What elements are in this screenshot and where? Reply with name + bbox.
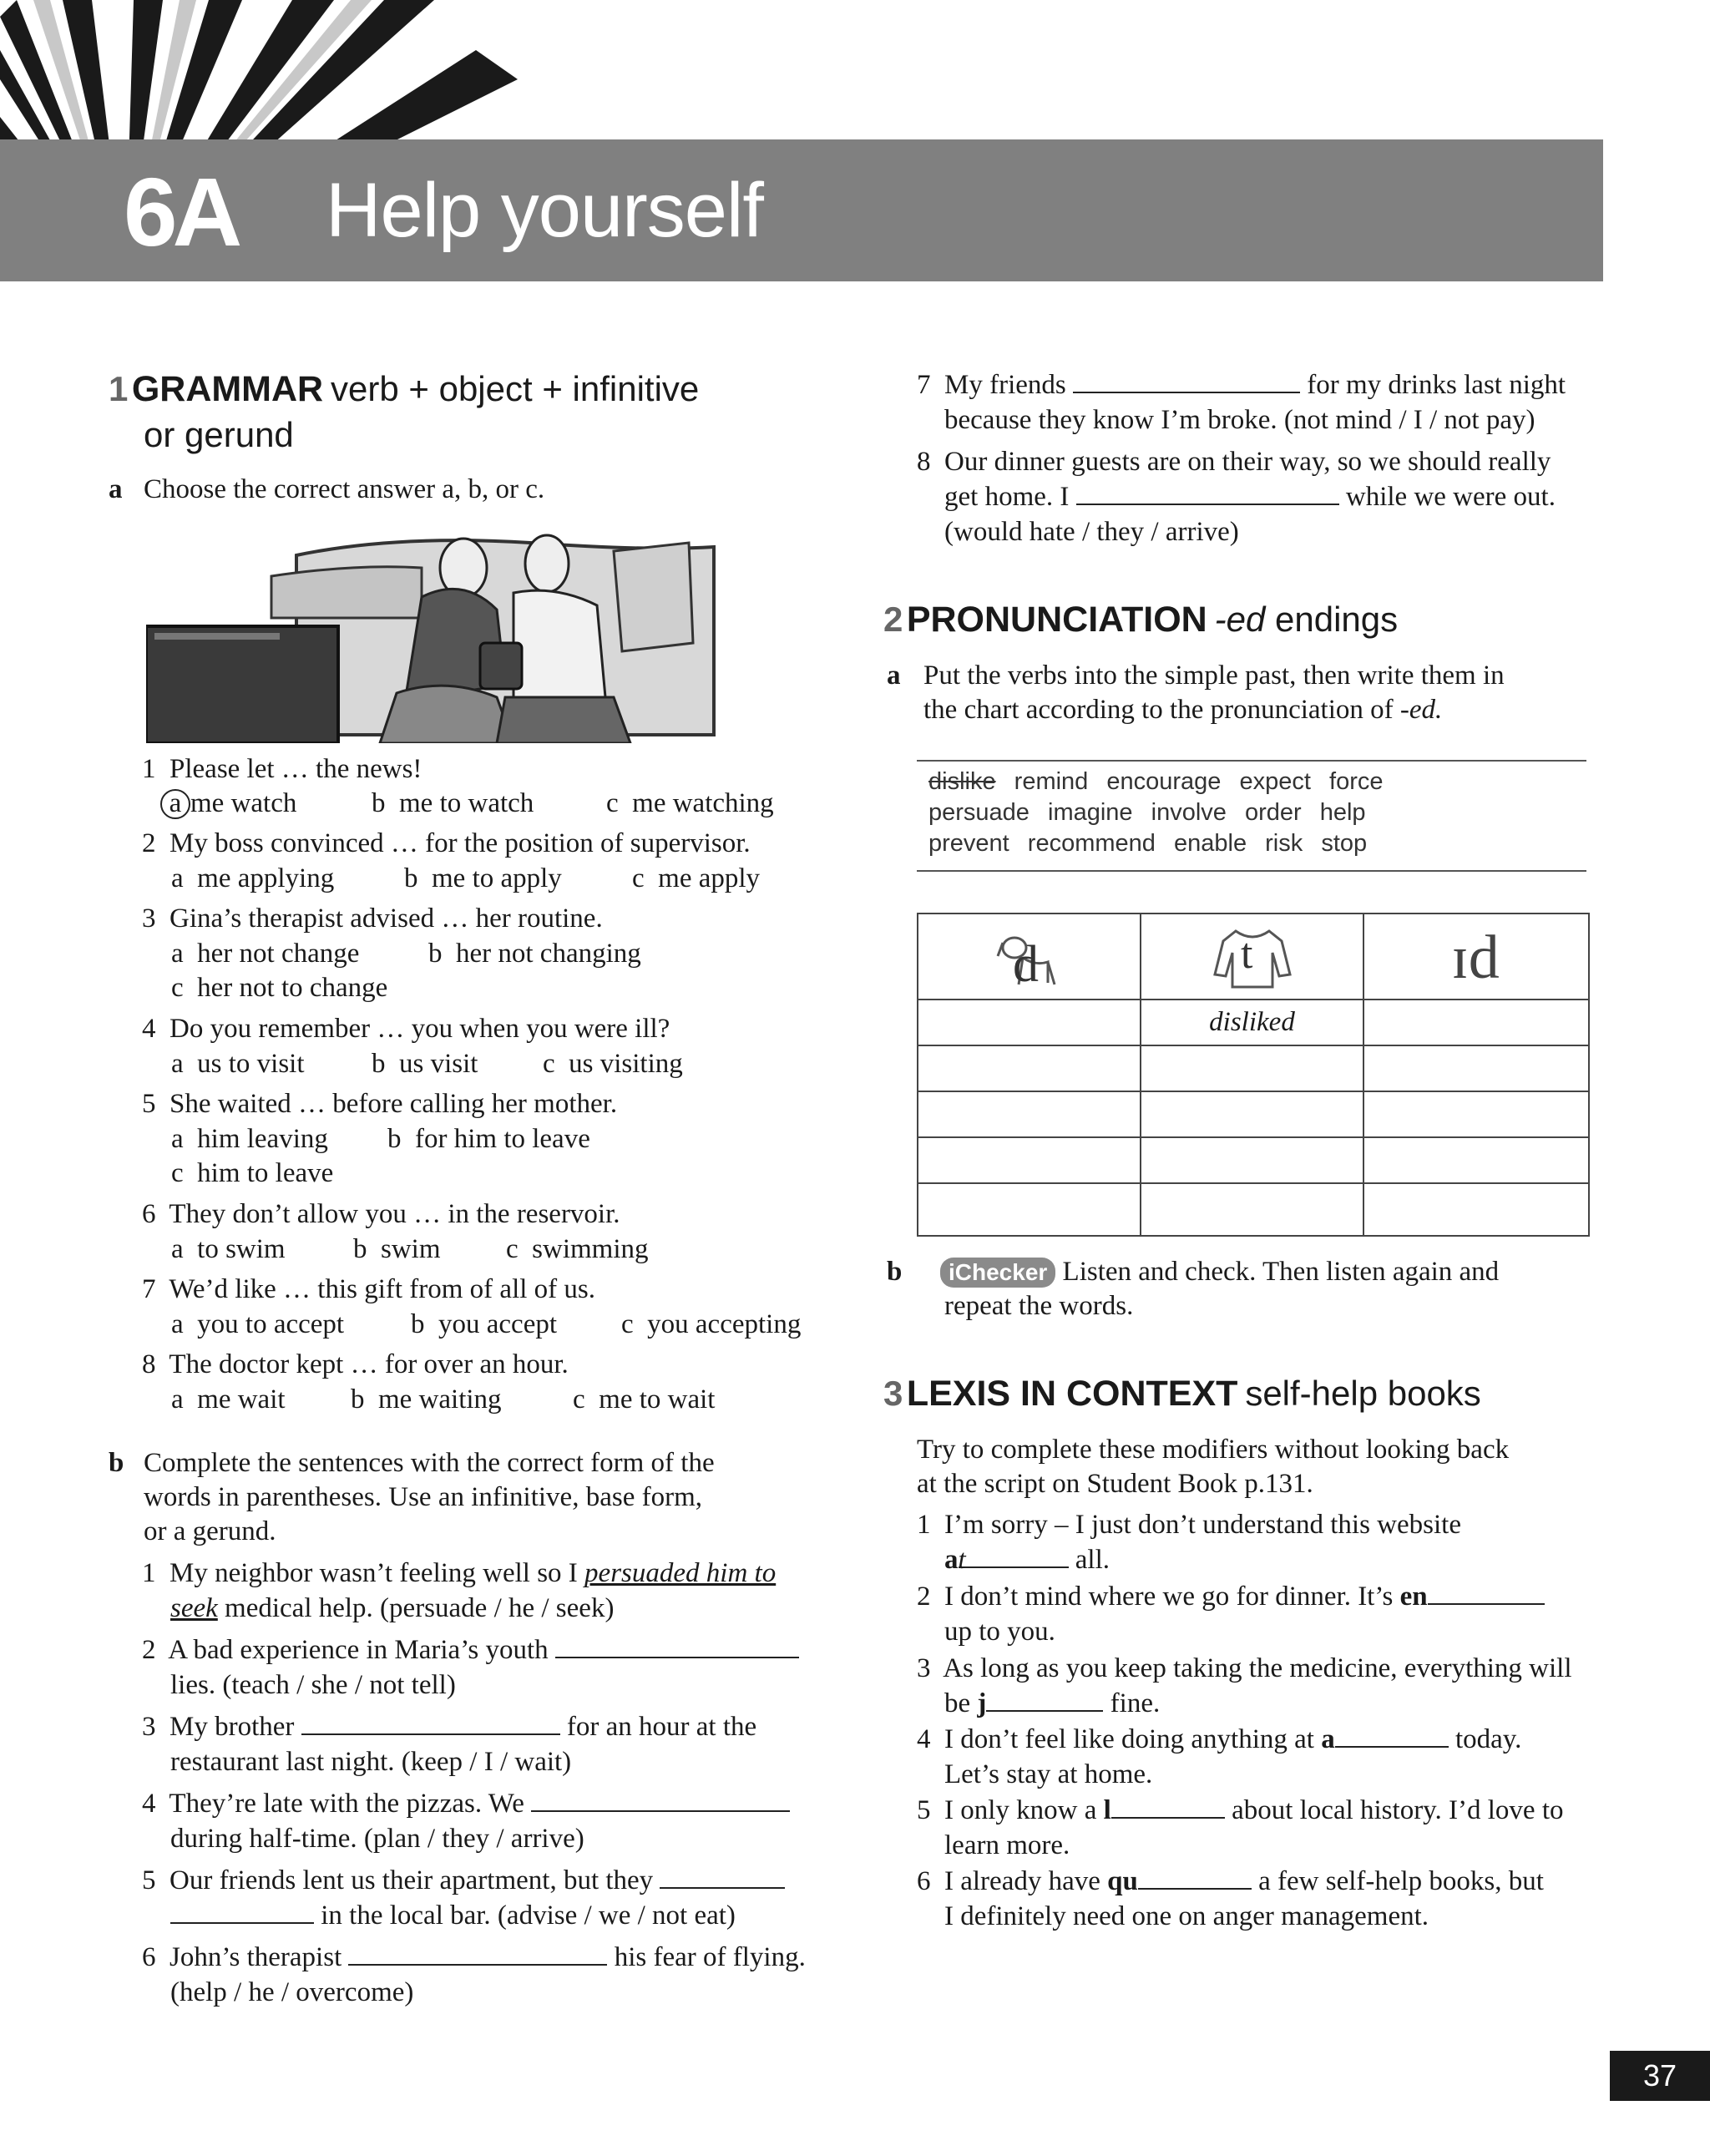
question-8: 8 The doctor kept … for over an hour.: [142, 1349, 569, 1379]
option-a[interactable]: a me applying: [171, 863, 335, 893]
shirt-icon: [1211, 924, 1294, 991]
word-box: [917, 760, 1586, 872]
option-a[interactable]: a her not change: [171, 939, 360, 969]
lexis-item-6: 6 I already have qu a few self-help books, but: [917, 1866, 1544, 1896]
part-label: b: [887, 1257, 903, 1287]
section-subtitle: verb + object + infinitive: [331, 369, 700, 408]
sentence-2-cont: lies. (teach / she / not tell): [170, 1670, 456, 1700]
option-b[interactable]: b you accept: [411, 1309, 558, 1339]
answer-blank[interactable]: [986, 1687, 1103, 1712]
section-number: 2: [883, 600, 903, 639]
lexis-item-5-cont: learn more.: [944, 1830, 1070, 1860]
circled-answer: a: [160, 789, 190, 819]
lexis-item-3: 3 As long as you keep taking the medicine, everything will: [917, 1653, 1572, 1683]
sentence-4-cont: during half-time. (plan / they / arrive): [170, 1824, 584, 1854]
option-a[interactable]: a him leaving: [171, 1124, 328, 1154]
question-5: 5 She waited … before calling her mother.: [142, 1089, 618, 1119]
struck-word: dislike: [928, 768, 996, 795]
lexis-item-1-cont: at all.: [944, 1545, 1110, 1575]
part-label: a: [109, 474, 123, 504]
answer-blank[interactable]: [1076, 480, 1339, 505]
answer-blank[interactable]: [958, 1543, 1069, 1575]
option-b[interactable]: b for him to leave: [387, 1124, 590, 1154]
word-row: prevent recommend enable risk stop: [928, 830, 1368, 857]
question-7: 7 We’d like … this gift from of all of us.: [142, 1274, 595, 1304]
section-title: GRAMMAR: [131, 369, 324, 409]
option-a[interactable]: a us to visit: [171, 1049, 305, 1079]
answer-blank[interactable]: [1073, 368, 1300, 393]
svg-text:t: t: [1241, 930, 1253, 978]
answer-blank[interactable]: [1138, 1865, 1252, 1890]
id-sound-header: ɪd: [1451, 924, 1500, 992]
question-2: 2 My boss convinced … for the position of supervisor.: [142, 828, 751, 858]
sentence-6-cont: (help / he / overcome): [170, 1977, 414, 2007]
sentence-3-cont: restaurant last night. (keep / I / wait): [170, 1747, 572, 1777]
handwritten-answer: persuaded him to: [584, 1558, 777, 1588]
sentence-8-cont2: (would hate / they / arrive): [944, 517, 1239, 547]
option-b[interactable]: b me to watch: [372, 788, 534, 818]
lexis-item-3-cont: be j fine.: [944, 1688, 1161, 1718]
sentence-5: 5 Our friends lent us their apartment, but they: [142, 1864, 785, 1898]
question-4: 4 Do you remember … you when you were ill?: [142, 1014, 670, 1044]
word-row: persuade imagine involve order help: [928, 799, 1366, 826]
sentence-8: 8 Our dinner guests are on their way, so we should really: [917, 447, 1551, 477]
option-b[interactable]: b us visit: [372, 1049, 478, 1079]
option-c[interactable]: c him to leave: [171, 1158, 334, 1188]
unit-number: 6A: [124, 158, 238, 266]
answer-blank[interactable]: [1428, 1580, 1545, 1605]
answer-blank[interactable]: [660, 1864, 785, 1889]
instruction-line: Put the verbs into the simple past, then write them in: [923, 660, 1505, 691]
instruction-line: Complete the sentences with the correct form of the: [144, 1448, 715, 1478]
couple-illustration: [146, 518, 722, 743]
option-c[interactable]: c you accepting: [621, 1309, 802, 1339]
question-6: 6 They don’t allow you … in the reservoir.: [142, 1199, 620, 1229]
section-title: LEXIS IN CONTEXT: [906, 1374, 1238, 1414]
instruction-line: words in parentheses. Use an infinitive, base form,: [144, 1482, 702, 1512]
section-subtitle-cont: or gerund: [144, 415, 294, 454]
answer-blank[interactable]: [301, 1710, 560, 1735]
instruction-line: iChecker Listen and check. Then listen again and: [940, 1255, 1499, 1289]
svg-text:d: d: [1013, 936, 1039, 991]
section-subtitle: self-help books: [1245, 1374, 1481, 1413]
page-number: 37: [1610, 2051, 1710, 2101]
option-c[interactable]: c her not to change: [171, 973, 388, 1003]
example-answer: disliked: [1209, 1007, 1295, 1037]
option-c[interactable]: c me to wait: [573, 1384, 716, 1415]
sentence-2: 2 A bad experience in Maria’s youth: [142, 1633, 799, 1668]
title-banner: [0, 139, 1603, 281]
lexis-item-2: 2 I don’t mind where we go for dinner. It’s en: [917, 1580, 1545, 1614]
lexis-item-2-cont: up to you.: [944, 1617, 1055, 1647]
answer-blank[interactable]: [170, 1899, 314, 1924]
part-label: a: [887, 660, 901, 691]
section-number: 1: [109, 369, 129, 408]
handwritten-answer: seek: [170, 1593, 218, 1623]
option-c[interactable]: c me apply: [632, 863, 761, 893]
option-b[interactable]: b her not changing: [428, 939, 641, 969]
sentence-3: 3 My brother for an hour at the: [142, 1712, 757, 1742]
sentence-1: 1 My neighbor wasn’t feeling well so I persuaded him to: [142, 1558, 777, 1588]
option-a[interactable]: a me wait: [171, 1384, 286, 1415]
dog-icon: [989, 924, 1073, 991]
grammar-heading: [109, 367, 699, 412]
unit-title: Help yourself: [326, 168, 763, 253]
option-a[interactable]: a you to accept: [171, 1309, 345, 1339]
answer-blank[interactable]: [1111, 1794, 1225, 1819]
instruction-line: the chart according to the pronunciation of -ed.: [923, 695, 1443, 725]
sentence-6: 6 John’s therapist his fear of flying.: [142, 1942, 806, 1972]
lexis-item-1: 1 I’m sorry – I just don’t understand this website: [917, 1510, 1461, 1540]
sentence-4: 4 They’re late with the pizzas. We: [142, 1787, 790, 1821]
answer-blank[interactable]: [555, 1633, 799, 1658]
option-b[interactable]: b me waiting: [351, 1384, 502, 1415]
pronunciation-chart: [917, 913, 1590, 1237]
instruction-line: at the script on Student Book p.131.: [917, 1469, 1313, 1499]
word-row: dislike remind encourage expect force: [928, 768, 1384, 795]
lexis-item-4-cont: Let’s stay at home.: [944, 1759, 1153, 1789]
instruction-line: repeat the words.: [944, 1291, 1134, 1321]
ichecker-badge[interactable]: iChecker: [940, 1258, 1055, 1288]
option-c[interactable]: c me watching: [606, 788, 774, 818]
sentence-1-cont: seek medical help. (persuade / he / seek): [170, 1593, 615, 1623]
section-title: PRONUNCIATION: [906, 600, 1207, 640]
section-subtitle-em: -ed: [1214, 600, 1266, 639]
option-a[interactable]: a to swim: [171, 1234, 286, 1264]
option-c[interactable]: c swimming: [506, 1234, 649, 1264]
part-label: b: [109, 1448, 124, 1478]
instruction-line: or a gerund.: [144, 1516, 276, 1546]
sentence-7: 7 My friends for my drinks last night: [917, 370, 1566, 400]
option-c[interactable]: c us visiting: [543, 1049, 683, 1079]
option-a[interactable]: a me watch: [160, 787, 296, 821]
handwritten-answer: t: [958, 1545, 966, 1575]
question-3: 3 Gina’s therapist advised … her routine.: [142, 903, 603, 934]
option-b[interactable]: b me to apply: [404, 863, 562, 893]
lexis-item-6-cont: I definitely need one on anger management.: [944, 1901, 1429, 1931]
lexis-item-4: 4 I don’t feel like doing anything at a today.: [917, 1724, 1522, 1754]
sentence-5-cont: in the local bar. (advise / we / not eat): [170, 1899, 736, 1933]
lexis-heading: [883, 1372, 1481, 1417]
answer-blank[interactable]: [348, 1941, 607, 1966]
lexis-item-5: 5 I only know a l about local history. I’d love to: [917, 1795, 1564, 1825]
answer-blank[interactable]: [531, 1787, 790, 1812]
section-subtitle: endings: [1265, 600, 1399, 639]
pronunciation-heading: [883, 598, 1398, 643]
sentence-7-cont: because they know I’m broke. (not mind / I / not pay): [944, 405, 1535, 435]
instruction-line: Try to complete these modifiers without looking back: [917, 1435, 1510, 1465]
section-number: 3: [883, 1374, 903, 1413]
sentence-8-cont: get home. I while we were out.: [944, 482, 1556, 512]
option-b[interactable]: b swim: [353, 1234, 441, 1264]
instruction: Choose the correct answer a, b, or c.: [144, 474, 545, 504]
question-1: 1 Please let … the news!: [142, 754, 422, 784]
answer-blank[interactable]: [1335, 1723, 1449, 1748]
